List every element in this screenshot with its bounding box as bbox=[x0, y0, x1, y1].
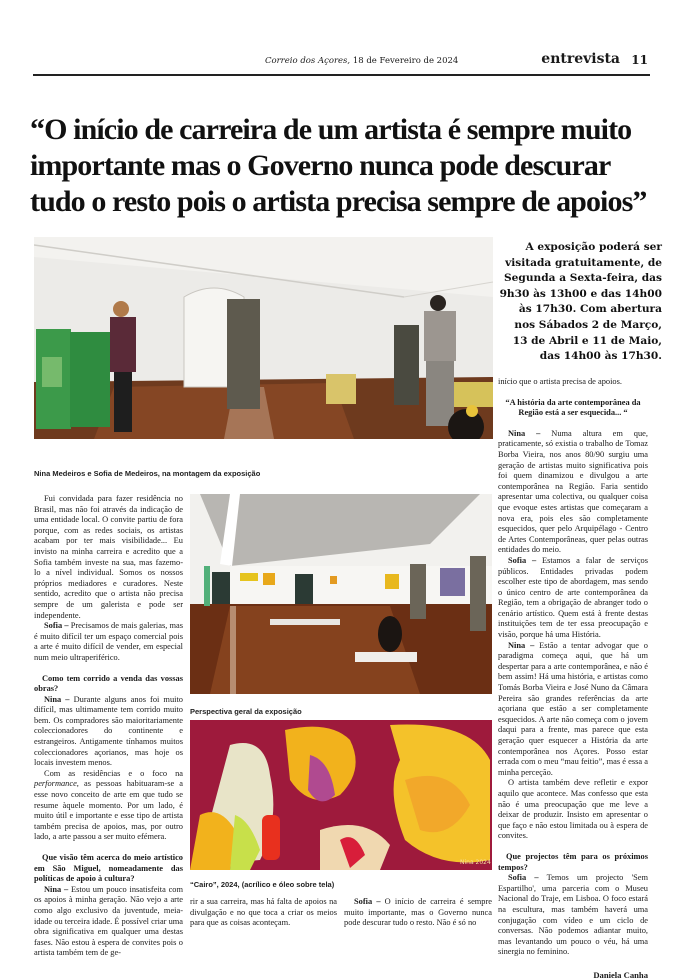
paragraph: Sofia – Precisamos de mais galerias, mas é muito difícil ter um espaço comercial pois a arte é muito difícil de vender, em especial num meio ultraperiférico. bbox=[34, 621, 183, 662]
speaker-label: Nina – bbox=[44, 884, 69, 894]
photo-gallery-perspective bbox=[190, 494, 492, 694]
paragraph: rir a sua carreira, mas há falta de apoios na divulgação e no que toca a criar os meios para que as coisas aconteçam. bbox=[190, 897, 337, 928]
paragraph: Nina – Estou um pouco insatisfeita com os apoios à minha geração. Não vejo a arte como algo exclusivo da juventude, meia-idade ou terceira idade. É possível criar uma obra significativa em qualquer uma destas fases. Não estou à espera de convites pois o artista também tem de ge- bbox=[34, 884, 183, 958]
section-label: entrevista bbox=[541, 51, 620, 67]
section-subheading: “A história da arte contemporânea da Região está a ser esquecida... “ bbox=[505, 397, 641, 418]
photo-gallery-image bbox=[190, 494, 492, 694]
author-byline: Daniela Canha bbox=[593, 969, 648, 980]
photo-artists-in-gallery bbox=[34, 237, 493, 439]
headline-quote: “O início de carreira de um artista é sempre muito importante mas o Governo nunca pode descurar tudo o resto pois o artista precisa sempre de apoios” bbox=[30, 113, 647, 218]
painting-signature: Nina 2024 bbox=[460, 859, 491, 866]
photo-painting-cairo bbox=[190, 720, 492, 870]
masthead: Correio dos Açores, 18 de Fevereiro de 2024 bbox=[265, 56, 459, 66]
article-column-left bbox=[34, 494, 183, 959]
paragraph: Fui convidada para fazer residência no Brasil, mas não foi através da indicação de uma entidade local. O convite partiu de fora porque, com as redes sociais, os artistas acabam por ter mais visibilidade... Eu invisto na minha carreira e acredito que a Sofia também investe na sua, mas fazemo-lo a nível individual. Somos os nossos próprios mediadores e curadores. Neste sentido, acredito que o artista não precisa sempre de um galerista e pode ser independente. bbox=[34, 494, 183, 620]
paragraph: Nina – Numa altura em que, praticamente, só existia o trabalho de Tomaz Borba Vieira, nos anos 80/90 surgiu uma geração de artistas muito significativa pois foi quem dinamizou e divulgou a arte contemporânea na Região. Faria sentido apresentar uma colectiva, ou qualquer coisa que evoque estes artistas que começaram a nova era, pois eles são completamente esquecidos, quer pelo Arquipélago - Centro de Artes Contemporâneas, quer pelas outras entidades do meio. bbox=[498, 428, 648, 555]
paragraph: Nina – Estão a tentar advogar que o paradigma começa aqui, que há um despertar para a arte contemporânea, e não é bem assim! Há uma história, e artistas como Tomás Borba Vieira e José Nuno da Câmara Pereira são grandes referências da arte açoriana que estão a ser completamente esquecidos. A arte não começa com o jovem daqui para a frente, mas parece que esta geração quer esquecer a História da arte contemporânea nos Açores. Posso estar errada com o meu “mau feitio”, mas é essa a minha perceção. bbox=[498, 640, 648, 777]
speaker-label: Sofia – bbox=[354, 897, 381, 906]
header-divider bbox=[33, 74, 650, 76]
speaker-label: Nina – bbox=[508, 428, 541, 438]
page-number: 11 bbox=[631, 53, 648, 67]
paragraph: início que o artista precisa de apoios. bbox=[498, 377, 622, 386]
paragraph: Sofia – O início de carreira é sempre muito importante, mas o Governo nunca pode descurar tudo o resto. Não é só no bbox=[344, 897, 492, 928]
speaker-label: Nina – bbox=[508, 640, 535, 650]
question-heading: Como tem corrido a venda das vossas obras? bbox=[34, 673, 183, 694]
painting-image bbox=[190, 720, 492, 870]
question-heading: Que visão têm acerca do meio artístico em São Miguel, nomeadamente das políticas de apoio à cultura? bbox=[34, 853, 183, 884]
paragraph: Sofia – Temos um projecto 'Sem Espartilho', uma parceria com o Museu Nacional do Traje, em Lisboa. O foco estará na escultura, mas também haverá uma conjugação com vídeo e um ciclo de conversas. Não podemos adiantar muito, mas levantando um pouco o véu, há uma sinergia no feminino. bbox=[498, 873, 648, 957]
paragraph: O artista também deve refletir e expor aquilo que acontece. Mas confesso que esta não é uma preocupação que me leve a deixar de produzir. Insisto em apresentar o que faço e não estou limitada ou à espera de convites. bbox=[498, 778, 648, 841]
speaker-label: Sofia – bbox=[508, 873, 539, 883]
caption-gallery-photo: Perspectiva geral da exposição bbox=[190, 707, 302, 716]
paragraph: Com as residências e o foco na performance, as pessoas habituaram-se a esse novo conceito de arte em que tudo se resume àquele momento. Por um lado, é muito útil e importante e esse tipo de artista também precisa de apoios, mas, por outro lado, a arte passou a ser muito efémera. bbox=[34, 768, 183, 842]
speaker-label: Sofia – bbox=[44, 621, 69, 631]
photo-artists-image bbox=[34, 237, 493, 439]
article-column-right bbox=[498, 377, 648, 980]
paragraph: Sofia – Estamos a falar de serviços públicos. Entidades privadas podem escolher este tipo de abordagem, mas sendo o único centro de arte contemporânea da Região, tem a obrigação de abranger todo o cenário artístico. Quem está à frente destas instituições tem de ter essa preocupação e visão, porque há uma História. bbox=[498, 555, 648, 640]
speaker-label: Sofia – bbox=[508, 555, 537, 565]
caption-painting: “Cairo”, 2024, (acrílico e óleo sobre tela) bbox=[190, 880, 335, 889]
article-column-middle bbox=[190, 897, 337, 929]
speaker-label: Nina – bbox=[44, 694, 70, 704]
pull-quote-schedule: A exposição poderá ser visitada gratuitamente, de Segunda a Sexta-feira, das 9h30 às 13h00 e das 14h00 às 17h30. Com abertura nos Sábados 2 de Março, 13 de Abril e 11 de Maio, das 14h00 às 17h30. bbox=[499, 241, 662, 363]
caption-top-photo: Nina Medeiros e Sofia de Medeiros, na montagem da exposição bbox=[34, 469, 261, 478]
page-header bbox=[33, 52, 650, 74]
question-heading: Que projectos têm para os próximos tempos? bbox=[498, 851, 648, 872]
paragraph: Nina – Durante alguns anos foi muito difícil, mas ultimamente tem corrido muito bem. Os compradores são maioritariamente coleccionadores do continente e estrangeiros. Antigamente tínhamos muitos coleccionadores açorianos, mas hoje os locais investem menos. bbox=[34, 694, 183, 768]
article-column-middle-2 bbox=[344, 897, 492, 929]
